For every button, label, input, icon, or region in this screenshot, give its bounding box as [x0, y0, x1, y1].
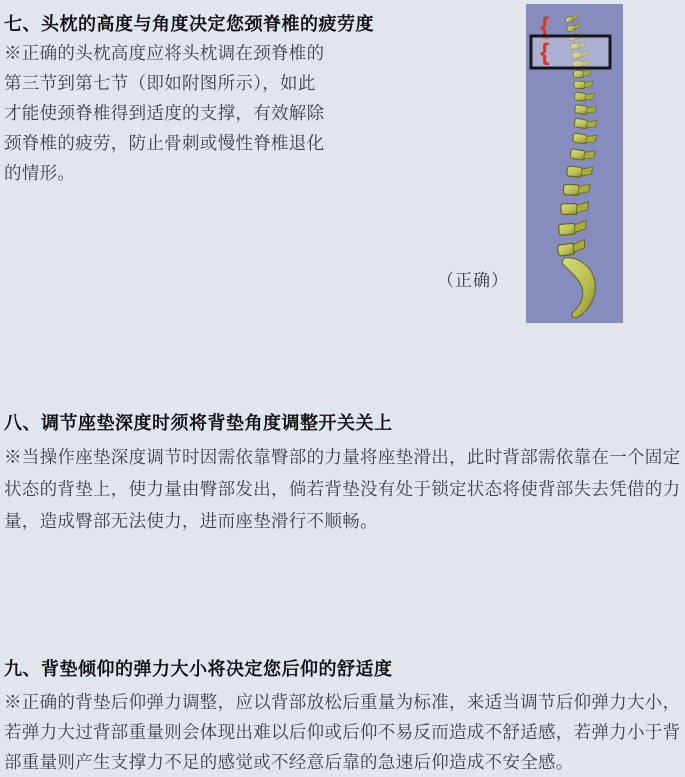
paragraph-line: ※正确的背垫后仰弹力调整，应以背部放松后重量为标准，来适当调节后仰弹力大小，: [4, 692, 681, 712]
upper-brace-mark: {: [540, 13, 550, 40]
paragraph-line: 量，造成臀部无法使力，进而座垫滑行不顺畅。: [4, 511, 378, 531]
paragraph-line: 部重量则产生支撑力不足的感觉或不经意后靠的急速后仰造成不安全感。: [4, 752, 574, 772]
paragraph-line: 才能使颈脊椎得到适度的支撑，有效解除: [4, 103, 325, 123]
paragraph-line: ※当操作座垫深度调节时因需依靠臀部的力量将座垫滑出，此时背部需依靠在一个固定: [4, 447, 681, 467]
lower-brace-mark: {: [540, 39, 550, 66]
figure-caption: （正确）: [437, 271, 509, 290]
section-9-heading: 九、背垫倾仰的弹力大小将决定您后仰的舒适度: [4, 659, 393, 679]
paragraph-line: 状态的背垫上，使力量由臀部发出，倘若背垫没有处于锁定状态将使背部失去凭借的力: [4, 479, 681, 499]
spine-figure: [526, 4, 623, 323]
section-8-body: [4, 441, 680, 537]
paragraph-line: 的情形。: [4, 163, 76, 183]
section-8-heading: 八、调节座垫深度时须将背垫角度调整开关关上: [4, 413, 393, 433]
paragraph-line: 若弹力大过背部重量则会体现出难以后仰或后仰不易反而造成不舒适感，若弹力小于背: [4, 722, 681, 742]
section-7-body: [4, 38, 324, 188]
spine-illustration-svg: [526, 4, 623, 323]
paragraph-line: 第三节到第七节（即如附图所示），如此: [4, 73, 316, 93]
paragraph-line: 颈脊椎的疲劳，防止骨刺或慢性脊椎退化: [4, 133, 325, 153]
paragraph-line: ※正确的头枕高度应将头枕调在颈脊椎的: [4, 43, 325, 63]
section-7-heading: 七、头枕的高度与角度决定您颈脊椎的疲劳度: [4, 14, 374, 34]
section-9-body: [4, 687, 680, 777]
